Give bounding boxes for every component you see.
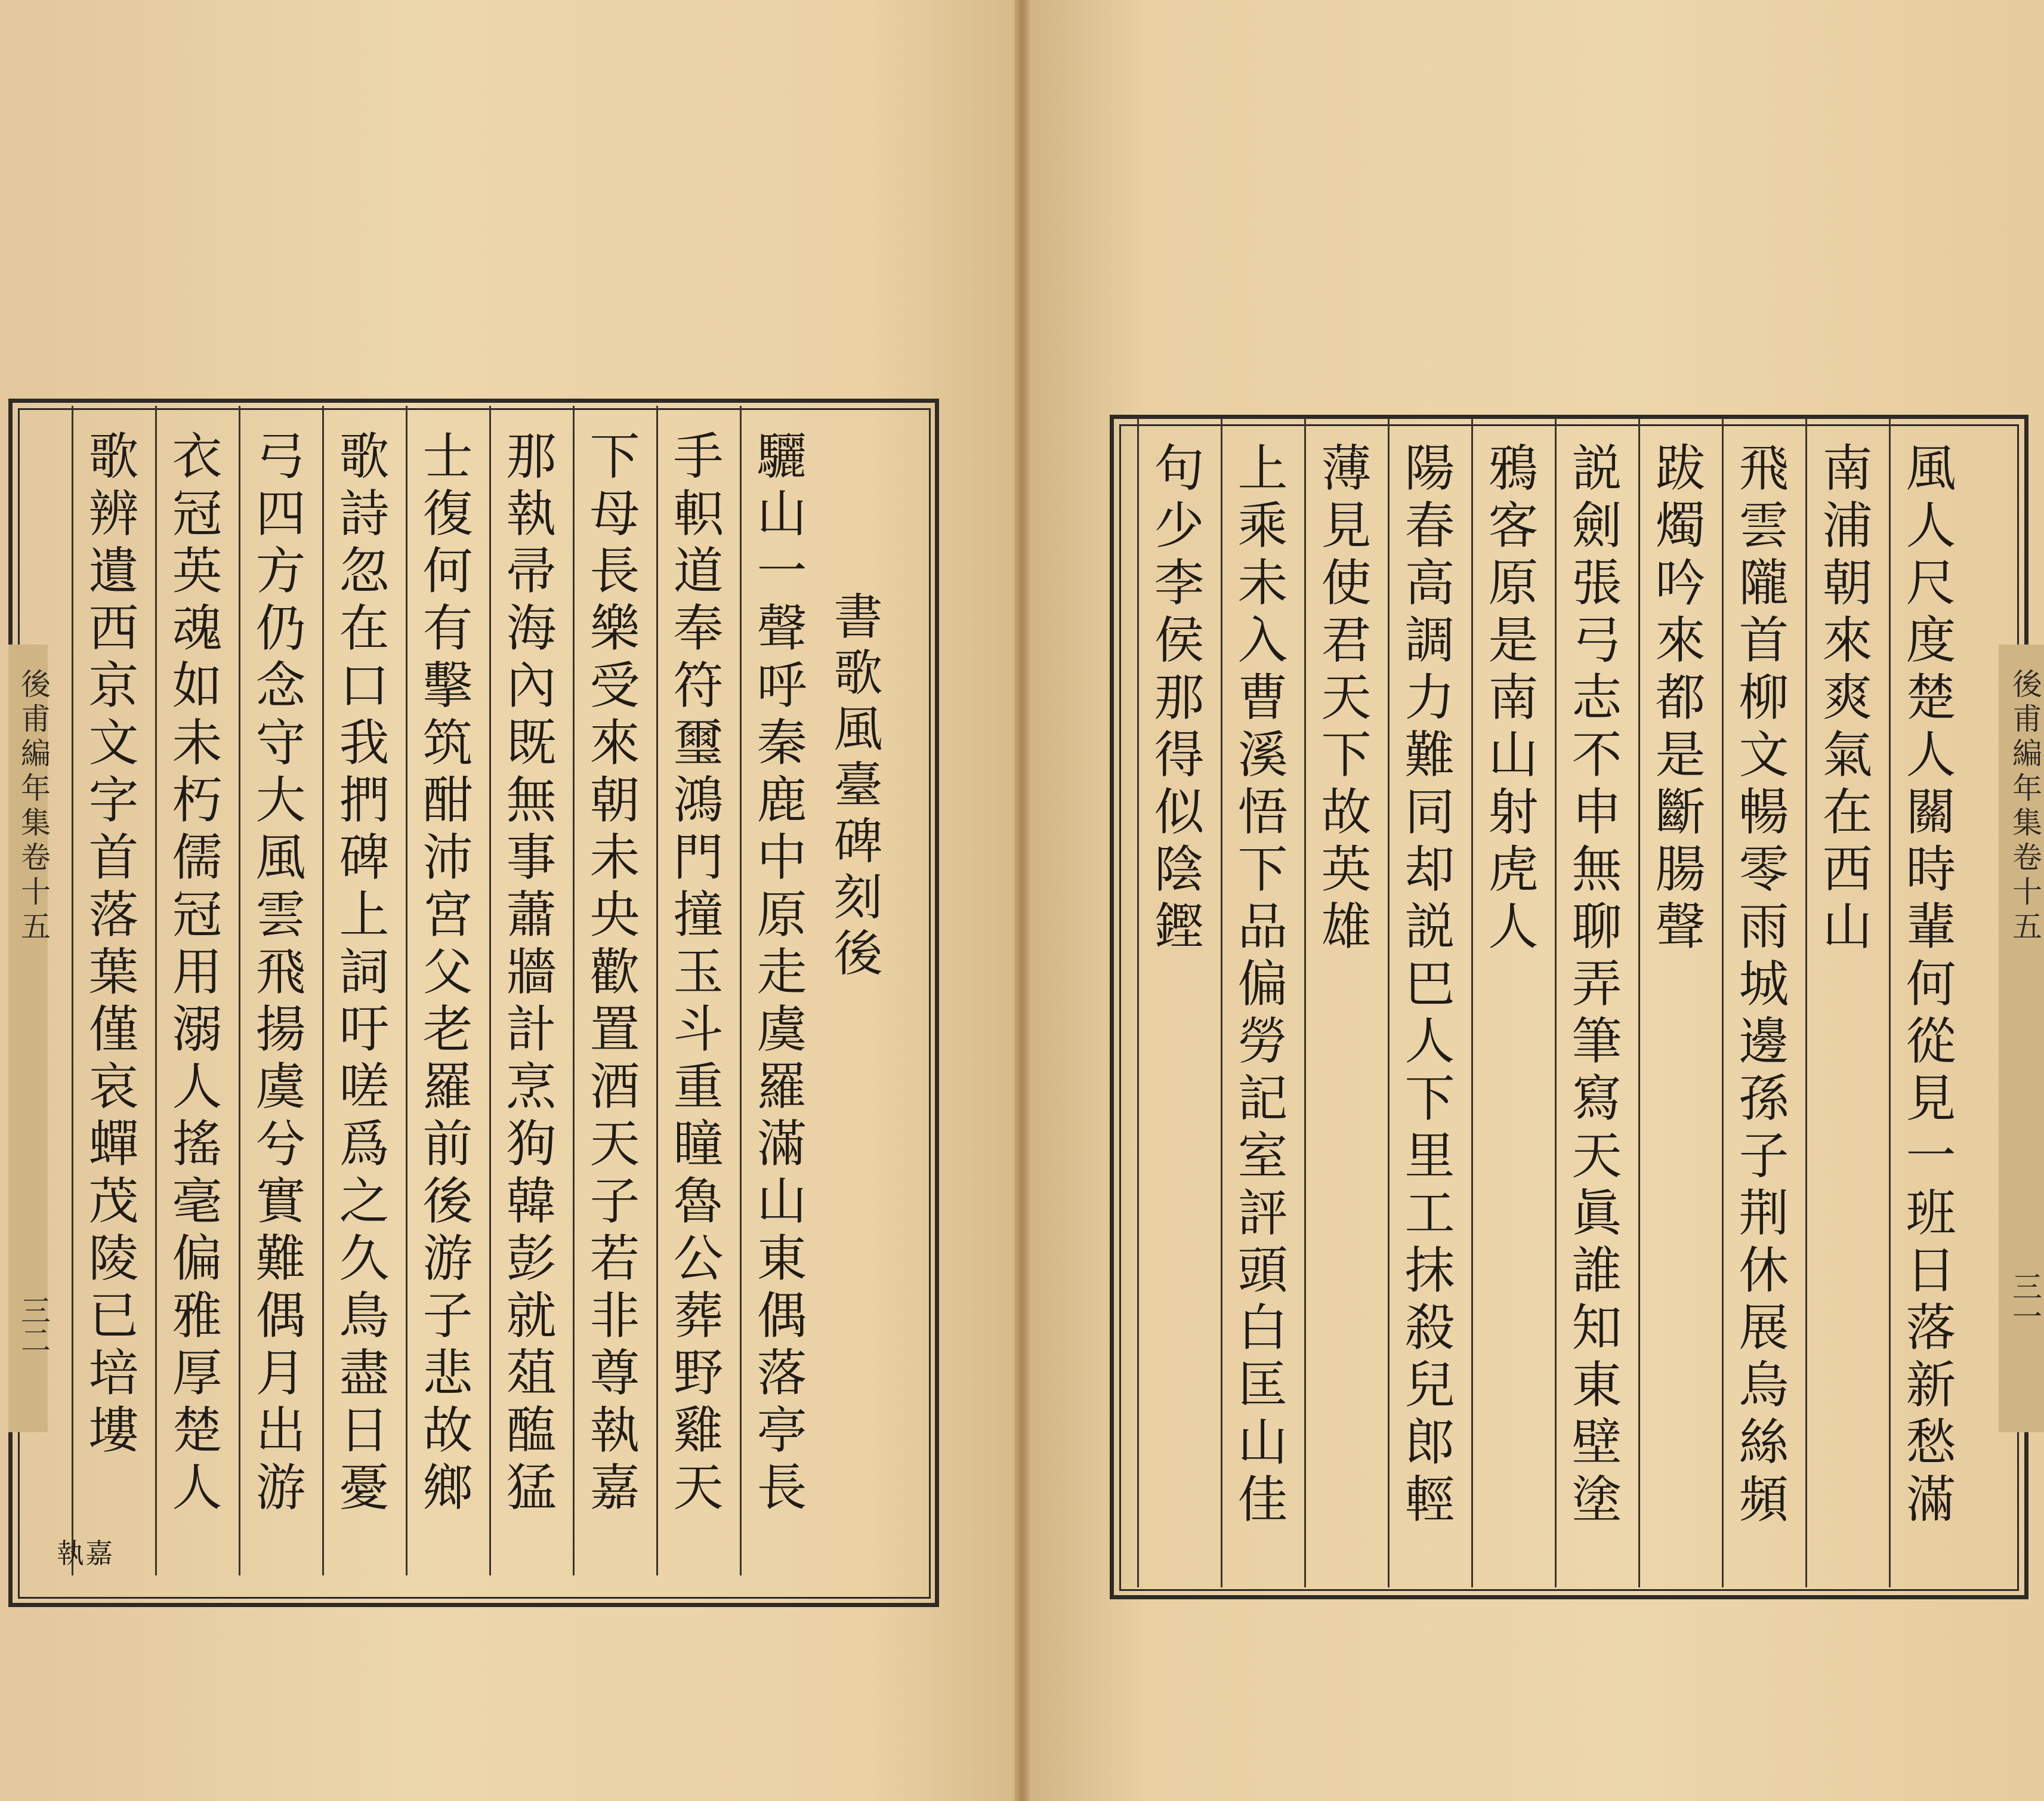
right-column-rule — [1221, 418, 1222, 1587]
right-column-2: 南浦朝來爽氣在西山 — [1814, 442, 1873, 957]
left-column-rule — [72, 406, 73, 1575]
right-column-rule — [1137, 418, 1139, 1587]
left-column-rule — [239, 406, 240, 1575]
left-column-8: 衣冠英魂如未朽儒冠用溺人搖毫偏雅厚楚人 — [164, 430, 223, 1518]
right-column-6: 鴉客原是南山射虎人 — [1480, 442, 1539, 957]
right-column-rule — [1304, 418, 1306, 1587]
left-small-note: 執嘉 — [57, 1537, 114, 1569]
right-column-7: 陽春高調力難同却説巴人下里工抹殺兒郎輕 — [1397, 442, 1455, 1530]
book-gutter — [1014, 0, 1030, 1801]
left-column-9: 歌辨遺西京文字首落葉僅哀蟬茂陵已培塿 — [81, 430, 139, 1461]
right-column-5: 説劍張弓志不申無聊弄筆寫天眞誰知東壁塗 — [1564, 442, 1622, 1530]
right-column-8: 薄見使君天下故英雄 — [1313, 442, 1372, 957]
right-column-rule — [1638, 418, 1640, 1587]
left-column-7: 弓四方仍念守大風雲飛揚虞兮實難偶月出游 — [248, 430, 306, 1518]
left-column-6: 歌詩忽在口我捫碑上詞吁嗟爲之久鳥盡日憂 — [331, 430, 390, 1518]
right-column-rule — [1722, 418, 1724, 1587]
left-column-rule — [322, 406, 324, 1575]
right-column-9: 上乘未入曹溪悟下品偏勞記室評頭白匡山佳 — [1230, 442, 1288, 1530]
left-margin-page-number: 三二 — [16, 1295, 51, 1355]
right-column-1: 風人尺度楚人關時輩何從見一班日落新愁滿 — [1898, 442, 1956, 1530]
right-column-rule — [1471, 418, 1473, 1587]
left-column-rule — [740, 406, 742, 1575]
left-column-1: 驪山一聲呼秦鹿中原走虞羅滿山東偶落亭長 — [749, 430, 807, 1518]
left-column-2: 手軹道奉符璽鴻門撞玉斗重瞳魯公葬野雞天 — [665, 430, 724, 1518]
right-column-rule — [1889, 418, 1891, 1587]
right-column-3: 飛雲隴首柳文暢零雨城邊孫子荆休展烏絲頻 — [1731, 442, 1789, 1530]
left-column-5: 士復何有擊筑酣沛宮父老羅前後游子悲故鄉 — [415, 430, 473, 1518]
right-column-4: 跋燭吟來都是斷腸聲 — [1647, 442, 1706, 957]
left-column-3: 下母長樂受來朝未央歡置酒天子若非尊執嘉 — [582, 430, 640, 1518]
right-column-rule — [1805, 418, 1807, 1587]
left-column-rule — [573, 406, 575, 1575]
right-margin-title: 後甫編年集卷十五 — [2008, 668, 2042, 945]
left-title: 書歌風臺碑刻後 — [826, 591, 882, 983]
right-column-rule — [1388, 418, 1390, 1587]
left-column-4: 那執帚海內既無事蕭牆計烹狗韓彭就葅醢猛 — [498, 430, 557, 1518]
left-column-rule — [155, 406, 157, 1575]
right-column-rule — [1555, 418, 1557, 1587]
right-margin-page-number: 三一 — [2008, 1271, 2042, 1331]
left-column-rule — [406, 406, 407, 1575]
right-column-10: 句少李侯那得似陰鏗 — [1146, 442, 1205, 957]
left-column-rule — [489, 406, 491, 1575]
left-column-rule — [656, 406, 658, 1575]
left-margin-title: 後甫編年集卷十五 — [16, 668, 51, 945]
